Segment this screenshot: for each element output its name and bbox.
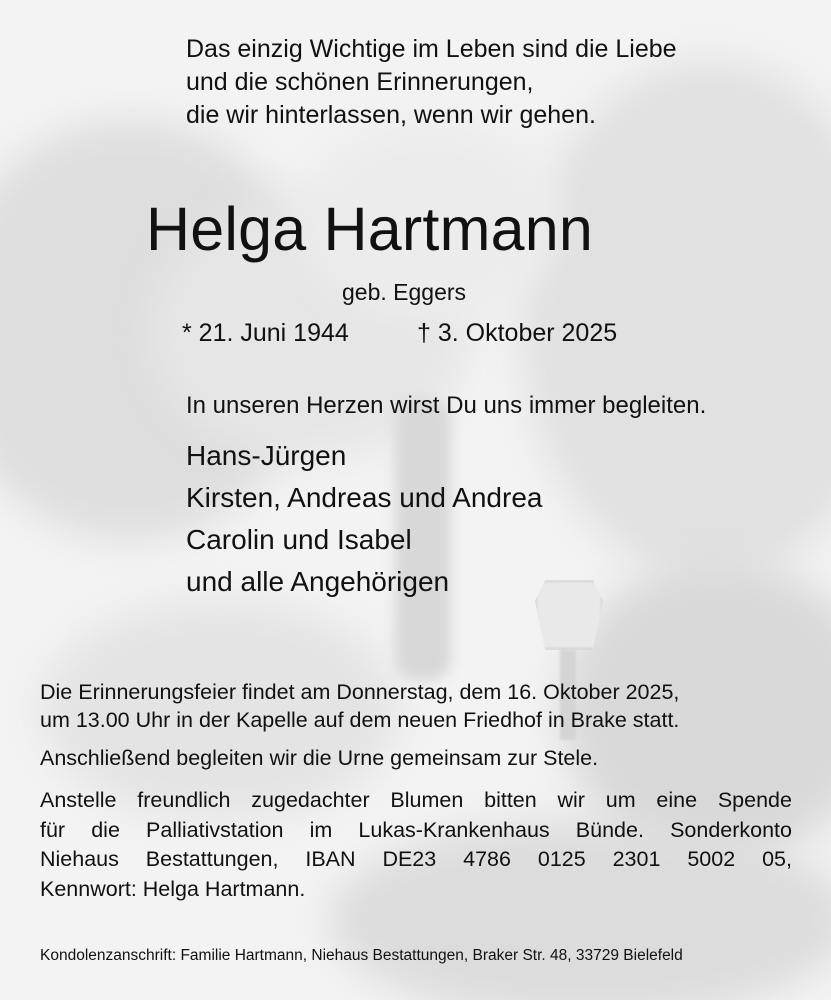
ceremony-info-line: um 13.00 Uhr in der Kapelle auf dem neuen Friedhof in Brake statt. <box>40 708 680 732</box>
birth-date: * 21. Juni 1944 <box>182 319 349 347</box>
mourners-list <box>186 435 542 603</box>
condolence-address: Kondolenzanschrift: Familie Hartmann, Niehaus Bestattungen, Braker Str. 48, 33729 Bielefeld <box>40 947 683 964</box>
donation-word: Palliativstation <box>146 817 284 842</box>
quote-line: die wir hinterlassen, wenn wir gehen. <box>186 101 596 129</box>
donation-word: Anstelle <box>40 788 117 812</box>
deceased-name: Helga Hartmann <box>146 195 593 263</box>
ceremony-info-line: Die Erinnerungsfeier findet am Donnerstag, dem 16. Oktober 2025, <box>40 680 680 704</box>
donation-word: Niehaus <box>40 847 119 871</box>
donation-word: Bestattungen, <box>145 847 279 871</box>
memorial-quote <box>186 33 677 132</box>
donation-word: die <box>91 817 120 842</box>
donation-word: 4786 <box>463 847 511 871</box>
donation-word: Sonderkonto <box>670 817 792 842</box>
accompaniment-line: In unseren Herzen wirst Du uns immer begleiten. <box>186 392 707 419</box>
donation-word: wir <box>557 788 585 812</box>
donation-line <box>40 845 792 875</box>
donation-word: 0125 <box>537 847 586 871</box>
donation-word: Spende <box>717 788 792 812</box>
quote-line: Das einzig Wichtige im Leben sind die Liebe <box>186 35 677 63</box>
donation-request <box>40 786 792 904</box>
donation-word: für <box>40 817 66 842</box>
donation-word: Lukas-Krankenhaus <box>358 817 550 842</box>
donation-word: 2301 <box>612 847 661 871</box>
donation-word: 05, <box>762 847 792 871</box>
donation-keyword-line: Kennwort: Helga Hartmann. <box>40 876 306 901</box>
donation-line <box>40 786 792 816</box>
donation-word: DE23 <box>382 847 437 871</box>
donation-word: im <box>309 817 333 842</box>
donation-word: eine <box>656 788 698 812</box>
maiden-name: geb. Eggers <box>342 279 467 305</box>
mourner-entry: und alle Angehörigen <box>186 566 450 597</box>
donation-word: freundlich <box>137 788 231 812</box>
quote-line: und die schönen Erinnerungen, <box>186 68 534 96</box>
mourner-entry: Carolin und Isabel <box>186 524 412 555</box>
death-date: † 3. Oktober 2025 <box>417 319 618 347</box>
donation-word: 5002 <box>687 847 736 871</box>
donation-line <box>40 816 792 846</box>
mourner-entry: Hans-Jürgen <box>186 440 347 471</box>
donation-word: bitten <box>484 788 537 812</box>
donation-word: IBAN <box>305 847 356 871</box>
urn-info-line: Anschließend begleiten wir die Urne gemeinsam zur Stele. <box>40 746 599 770</box>
donation-word: Bünde. <box>575 817 644 842</box>
donation-word: zugedachter <box>251 788 370 812</box>
donation-word: Blumen <box>390 788 464 812</box>
mourner-entry: Kirsten, Andreas und Andrea <box>186 482 543 513</box>
donation-word: um <box>605 788 636 812</box>
